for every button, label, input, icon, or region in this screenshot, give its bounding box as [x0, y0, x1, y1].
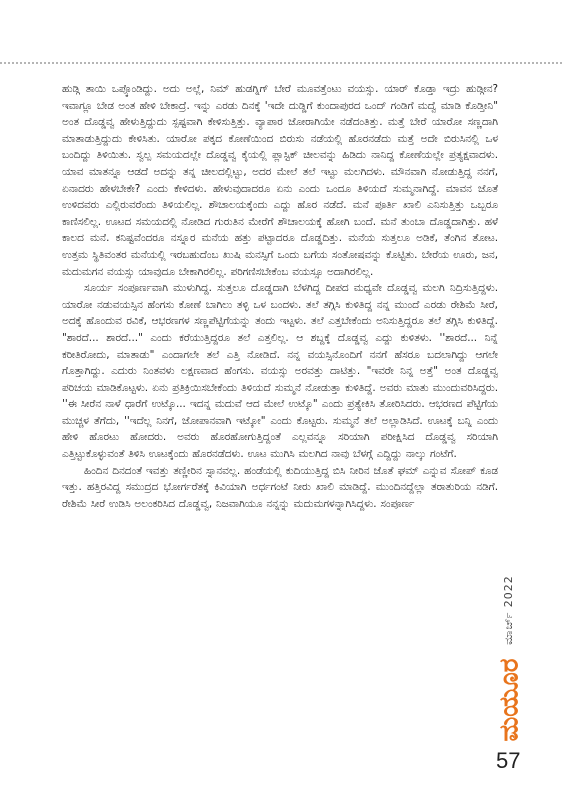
page-number: 57	[496, 748, 521, 773]
issue-date-label: ಮಾರ್ಚ್ 2022	[502, 575, 515, 645]
paragraph-3: ಹಿಂದಿನ ದಿನದಂತೆ ಇವತ್ತು ತಣ್ಣೀರಿನ ಸ್ನಾನವಲ್ಲ. ಹಂಡೆಯಲ್ಲಿ ಕುದಿಯುತ್ತಿದ್ದ ಬಿಸಿ ನೀರಿನ ಜೊತೆ ಘಮ್ ಎನ್ನುವ ಸೋಪ್ ಕೂಡ ಇತ್ತು. ಹತ್ತಿರವಿದ್ದ ಸಮುದ್ರದ ಭೋರ್ಗರೆತಕ್ಕೆ ಕಿವಿಯಾಗಿ ಅರ್ಧಗಂಟೆ ನೀರು ಖಾಲಿ ಮಾಡಿದ್ದೆ. ಮುಂದಿನದ್ದೆಲ್ಲಾ ತರಾತುರಿಯ ನಡಿಗೆ. ರೇಶಿಮೆ ಸೀರೆ ಉಡಿಸಿ ಅಲಂಕರಿಸಿದ ದೊಡ್ಡವ್ವ, ನಿಜವಾಗಿಯೂ ನನ್ನನ್ನು ಮದುಮಗಳನ್ನಾಗಿಸಿದ್ದಳು. ಸಂಪೂರ್ಣ	[62, 464, 498, 510]
top-dotted-rule	[0, 62, 562, 64]
paragraph-2: ಸೂರ್ಯ ಸಂಪೂರ್ಣವಾಗಿ ಮುಳುಗಿದ್ದ. ಸುತ್ತಲೂ ದೊಡ್ಡದಾಗಿ ಬೆಳಗಿದ್ದ ದೀಪದ ಮಧ್ಯವೇ ದೊಡ್ಡವ್ವ ಮಲಗಿ ನಿದ್ರಿಸುತ್ತಿದ್ದಳು. ಯಾರೋ ನಡುವಯಸ್ಸಿನ ಹೆಂಗಸು ಕೋಣೆ ಬಾಗಿಲು ತಳ್ಳಿ ಒಳ ಬಂದಳು. ತಲೆ ತಗ್ಗಿಸಿ ಕುಳಿತಿದ್ದ ನನ್ನ ಮುಂದೆ ಎರಡು ರೇಶಿಮೆ ಸೀರೆ, ಅದಕ್ಕೆ ಹೊಂದುವ ರವಿಕೆ, ಆಭರಣಗಳ ಸಣ್ಣಪೆಟ್ಟಿಗೆಯನ್ನು ತಂದು ಇಟ್ಟಳು. ತಲೆ ಎತ್ತಬೇಕೆಂದು ಅನಿಸುತ್ತಿದ್ದರೂ ತಲೆ ತಗ್ಗಿಸಿ ಕುಳಿತಿದ್ದೆ. "ಶಾರದೆ... ಶಾರದೆ..." ಎಂದು ಕರೆಯುತ್ತಿದ್ದರೂ ತಲೆ ಎತ್ತಲಿಲ್ಲ. ಆ ಶಬ್ದಕ್ಕೆ ದೊಡ್ಡವ್ವ ಎದ್ದು ಕುಳಿತಳು. ''ಶಾರದೆ... ನಿನ್ನೆ ಕರೀತಿರೋದು, ಮಾತಾಡು" ಎಂದಾಗಲೇ ತಲೆ ಎತ್ತಿ ನೋಡಿದೆ. ನನ್ನ ವಯಸ್ಸಿನೊಂದಿಗೆ ನನಗೆ ಹೆಸರೂ ಬದಲಾಗಿದ್ದು ಆಗಲೇ ಗೊತ್ತಾಗಿದ್ದು. ಎದುರು ನಿಂತವಳು ಲಕ್ಷಣವಾದ ಹೆಂಗಸು. ವಯಸ್ಸು ಅರವತ್ತು ದಾಟಿತ್ತು. "ಇವರೇ ನಿನ್ನ ಅತ್ತೆ" ಅಂತ ದೊಡ್ಡವ್ವ ಪರಿಚಯ ಮಾಡಿಕೊಟ್ಟಳು. ಏನು ಪ್ರತಿಕ್ರಿಯಿಸಬೇಕೆಂದು ತಿಳಿಯದೆ ಸುಮ್ಮನೆ ನೋಡುತ್ತಾ ಕುಳಿತಿದ್ದೆ. ಅವರು ಮಾತು ಮುಂದುವರಿಸಿದ್ದರು. ''ಈ ಸೀರೆನ ನಾಳೆ ಧಾರೆಗೆ ಉಟ್ಕೊ... ಇದನ್ನ ಮದುವೆ ಆದ ಮೇಲೆ ಉಟ್ಕೊ" ಎಂದು ಪ್ರತ್ಯೇಕಿಸಿ ತೋರಿಸಿದರು. ಆಭರಣದ ಪೆಟ್ಟಿಗೆಯ ಮುಚ್ಚಳ ತೆಗೆದು, ''ಇದೆಲ್ಲ ನಿನಗೆ, ಜೋಪಾನವಾಗಿ ಇಟ್ಕೋ" ಎಂದು ಕೊಟ್ಟರು. ಸುಮ್ಮನೆ ತಲೆ ಅಲ್ಲಾಡಿಸಿದೆ. ಊಟಕ್ಕೆ ಬನ್ನಿ ಎಂದು ಹೇಳಿ ಹೊರಟು ಹೋದರು. ಅವರು ಹೊರಹೋಗುತ್ತಿದ್ದಂತೆ ಎಲ್ಲವನ್ನೂ ಸರಿಯಾಗಿ ಪರೀಕ್ಷಿಸಿದ ದೊಡ್ಡವ್ವ ಸರಿಯಾಗಿ ಎತ್ತಿಟ್ಟುಕೊಳ್ಳುವಂತೆ ತಿಳಿಸಿ ಊಟಕ್ಕೆಂದು ಹೊರನಡೆದಳು. ಊಟ ಮುಗಿಸಿ ಮಲಗಿದ ನಾವು ಬೆಳಗ್ಗೆ ಎದ್ದಿದ್ದು ನಾಲ್ಕು ಗಂಟೆಗೆ.	[62, 282, 498, 461]
issue-date	[496, 556, 522, 664]
magazine-name: ಮಯೂರ	[494, 658, 525, 742]
magazine-logo	[492, 658, 528, 742]
paragraph-1: ಹುಡ್ಗಿ ತಾಯಿ ಒಪ್ಕೊಂಡಿದ್ದು. ಅದು ಅಲ್ಲೆ, ನಿಮ್ ಹುಡಗ್ನಿಗ್ ಬೇರೆ ಮೂವತ್ತೆಂಟು ವಯಸ್ಸು. ಯಾರ್ ಕೊಡ್ತಾ ಇದ್ರು ಹುಡ್ಗೀನ? ಇವಾಗ್ಲೂ ಬೇಡ ಅಂತ ಹೇಳಿ ಬೇಕಾದ್ರೆ. ಇನ್ನು ಎರಡು ದಿನಕ್ಕೆ 'ಇದೇ ದುಡ್ಡಿಗೆ ಕುಂದಾಪುರದ ಒಂದ್ ಗಂಡಿಗೆ ಮದ್ವೆ ಮಾಡಿ ಕೊಡ್ತೀನಿ" ಅಂತ ದೊಡ್ಡವ್ವ ಹೇಳುತ್ತಿದ್ದುದು ಸ್ಪಷ್ಟವಾಗಿ ಕೇಳಿಸುತ್ತಿತ್ತು. ವ್ಯಾಪಾರ ಜೋರಾಗಿಯೇ ನಡೆದಂತಿತ್ತು. ಮತ್ತೆ ಬೇರೆ ಯಾರೋ ಸಣ್ಣದಾಗಿ ಮಾತಾಡುತ್ತಿದ್ದುದು ಕೇಳಿಸಿತು. ಯಾರೋ ಪಕ್ಕದ ಕೋಣೆಯಿಂದ ಬಿರುಸು ನಡೆಯಲ್ಲಿ ಹೊರನಡೆದು ಮತ್ತೆ ಅದೇ ಬಿರುಸಿನಲ್ಲಿ ಒಳ ಬಂದಿದ್ದು ತಿಳಿಯಿತು. ಸ್ವಲ್ಪ ಸಮಯದಲ್ಲೇ ದೊಡ್ಡವ್ವ ಕೈಯಲ್ಲಿ ಪ್ಲಾಸ್ಟಿಕ್ ಚೀಲವನ್ನು ಹಿಡಿದು ನಾನಿದ್ದ ಕೋಣೆಯಲ್ಲೇ ಪ್ರತ್ಯಕ್ಷವಾದಳು. ಯಾವ ಮಾತನ್ನೂ ಆಡದೆ ಅದನ್ನು ತನ್ನ ಚೀಲದಲ್ಲಿಟ್ಟು, ಅದರ ಮೇಲೆ ತಲೆ ಇಟ್ಟು ಮಲಗಿದಳು. ಮೌನವಾಗಿ ನೋಡುತ್ತಿದ್ದ ನನಗೆ, ಏನಾದರು ಹೇಳಬೇಕೇ? ಎಂದು ಕೇಳಿದಳು. ಹೇಳುವುದಾದರೂ ಏನು ಎಂದು ಒಂದೂ ತಿಳಿಯದೆ ಸುಮ್ಮನಾಗಿದ್ದೆ. ಮಾವನ ಜೊತೆ ಉಳಿದವರು ಎಲ್ಲಿರುವರೆಂದು ತಿಳಿಯಲಿಲ್ಲ. ಶೌಚಾಲಯಕ್ಕೆಂದು ಎದ್ದು ಹೊರ ನಡೆದೆ. ಮನೆ ಪೂರ್ತಿ ಖಾಲಿ ಎನಿಸುತ್ತಿತ್ತು ಒಬ್ಬರೂ ಕಾಣಿಸಲಿಲ್ಲ. ಊಟದ ಸಮಯದಲ್ಲಿ ನೋಡಿದ ಗುರುತಿನ ಮೇರೆಗೆ ಶೌಚಾಲಯಕ್ಕೆ ಹೋಗಿ ಬಂದೆ. ಮನೆ ತುಂಬಾ ದೊಡ್ಡದಾಗಿತ್ತು. ಹಳೆ ಕಾಲದ ಮನೆ. ಕನಿಷ್ಟವೆಂದರೂ ನಸ್ನೂರ ಮನೆಯ ಹತ್ತು ಪಟ್ಟಾದರೂ ದೊಡ್ಡದಿತ್ತು. ಮನೆಯ ಸುತ್ತಲೂ ಅಡಿಕೆ, ತೆಂಗಿನ ತೋಟ. ಉತ್ತಮ ಸ್ಥಿತಿವಂತರ ಮನೆಯಲ್ಲಿ ಇರಬಹುದೆಂಬ ಖುಷಿ ಮನಸ್ಸಿಗೆ ಒಂದು ಬಗೆಯ ಸಂತೋಷವನ್ನು ಕೊಟ್ಟಿತು. ಬೇರೆಯ ಊರು, ಜನ, ಮದುಮಗನ ವಯಸ್ಸು ಯಾವುದೂ ಬೇಕಾಗಿರಲಿಲ್ಲ. ಪರಿಗಣಿಸಬೇಕೆಂಬ ವಯಸ್ಸೂ ಅದಾಗಿರಲಿಲ್ಲ.	[62, 83, 498, 278]
article-body	[62, 81, 498, 512]
